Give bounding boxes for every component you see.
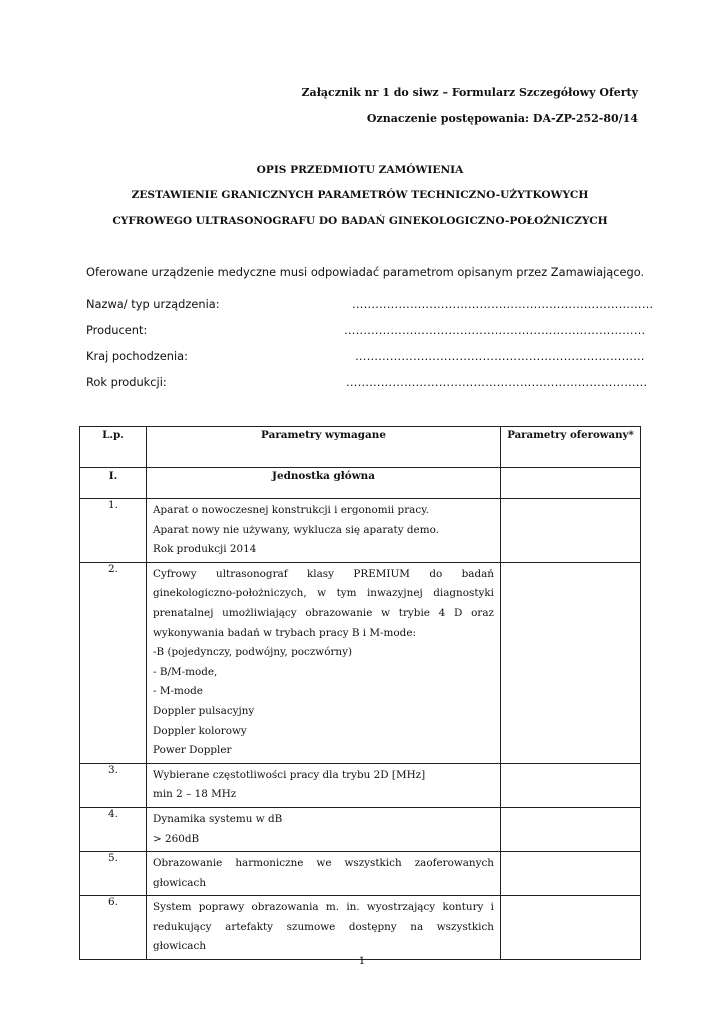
offered-cell[interactable] (501, 852, 641, 896)
offered-cell[interactable] (501, 807, 641, 851)
section-number: I. (80, 468, 147, 499)
header-required: Parametry wymagane (147, 427, 501, 468)
requirement-line: prenatalnej umożliwiający obrazowanie w trybie 4 D oraz (153, 606, 494, 619)
requirement-line: Obrazowanie harmoniczne we wszystkich zaoferowanych (153, 857, 494, 870)
row-requirement (147, 852, 501, 896)
table-row (80, 499, 641, 563)
offered-cell[interactable] (501, 763, 641, 807)
requirement-line: - M-mode (153, 685, 203, 698)
row-requirement (147, 896, 501, 960)
parameters-table (79, 426, 641, 960)
requirement-line: - B/M-mode, (153, 665, 218, 678)
attachment-header: Załącznik nr 1 do siwz – Formularz Szczegółowy Oferty (301, 86, 638, 99)
requirement-line: głowicach (153, 940, 207, 953)
field-label: Producent: (86, 323, 148, 337)
row-requirement (147, 763, 501, 807)
section-row (80, 468, 641, 499)
section-name: Jednostka główna (147, 468, 501, 499)
row-number: 6. (80, 896, 147, 960)
production-year-field (86, 375, 646, 391)
row-requirement (147, 562, 501, 763)
row-number: 3. (80, 763, 147, 807)
requirement-line: Power Doppler (153, 744, 232, 757)
requirement-line: ginekologiczno-położniczych, w tym inwazyjnej diagnostyki (153, 587, 494, 600)
row-requirement (147, 499, 501, 563)
row-number: 1. (80, 499, 147, 563)
table-row (80, 763, 641, 807)
document-subtitle-1: ZESTAWIENIE GRANICZNYCH PARAMETRÓW TECHNICZNO-UŻYTKOWYCH (131, 189, 589, 201)
table-row (80, 807, 641, 851)
requirement-line: min 2 – 18 MHz (153, 788, 237, 801)
offered-cell[interactable] (501, 896, 641, 960)
requirement-line: Aparat nowy nie używany, wyklucza się aparaty demo. (153, 523, 439, 536)
offered-cell[interactable] (501, 562, 641, 763)
fill-in-line: …………………………………………………………………… (346, 375, 648, 389)
table-row (80, 896, 641, 960)
offered-cell[interactable] (501, 499, 641, 563)
requirement-line: Doppler pulsacyjny (153, 704, 255, 717)
requirement-line: Cyfrowy ultrasonograf klasy PREMIUM do badań (153, 567, 494, 580)
requirement-line: -B (pojedynczy, podwójny, poczwórny) (153, 646, 353, 659)
row-number: 4. (80, 807, 147, 851)
field-label: Nazwa/ typ urządzenia: (86, 297, 220, 311)
fill-in-line: …………………………………………………………………… (352, 297, 654, 311)
requirement-line: Rok produkcji 2014 (153, 543, 257, 556)
requirement-line: głowicach (153, 876, 207, 889)
device-name-field (86, 297, 654, 313)
producer-field (86, 323, 646, 339)
fill-in-line: ………………………………………………………………… (355, 349, 645, 363)
intro-text: Oferowane urządzenie medyczne musi odpowiadać parametrom opisanym przez Zamawiającego. (86, 265, 645, 279)
table-row (80, 852, 641, 896)
field-label: Kraj pochodzenia: (86, 349, 188, 363)
requirement-line: System poprawy obrazowania m. in. wyostrzający kontury i (153, 901, 494, 914)
row-number: 5. (80, 852, 147, 896)
header-offered: Parametry oferowany* (501, 427, 641, 468)
requirement-line: redukujący artefakty szumowe dostępny na wszystkich (153, 920, 494, 933)
row-requirement (147, 807, 501, 851)
requirement-line: Dynamika systemu w dB (153, 812, 283, 825)
country-field (86, 349, 646, 365)
page-number: 1 (358, 955, 366, 967)
requirement-line: > 260dB (153, 832, 200, 845)
document-title: OPIS PRZEDMIOTU ZAMÓWIENIA (256, 164, 464, 176)
requirement-line: Doppler kolorowy (153, 724, 247, 737)
row-number: 2. (80, 562, 147, 763)
requirement-line: wykonywania badań w trybach pracy B i M-mode: (153, 626, 416, 639)
field-label: Rok produkcji: (86, 375, 167, 389)
offered-cell[interactable] (501, 468, 641, 499)
requirement-line: Aparat o nowoczesnej konstrukcji i ergonomii pracy. (153, 504, 429, 516)
procedure-designation: Oznaczenie postępowania: DA-ZP-252-80/14 (366, 112, 638, 125)
document-subtitle-2: CYFROWEGO ULTRASONOGRAFU DO BADAŃ GINEKOLOGICZNO-POŁOŻNICZYCH (112, 215, 608, 227)
header-lp: L.p. (80, 427, 147, 468)
requirement-line: Wybierane częstotliwości pracy dla trybu 2D [MHz] (153, 768, 426, 781)
table-row (80, 562, 641, 763)
table-header-row (80, 427, 641, 468)
fill-in-line: …………………………………………………………………… (344, 323, 646, 337)
